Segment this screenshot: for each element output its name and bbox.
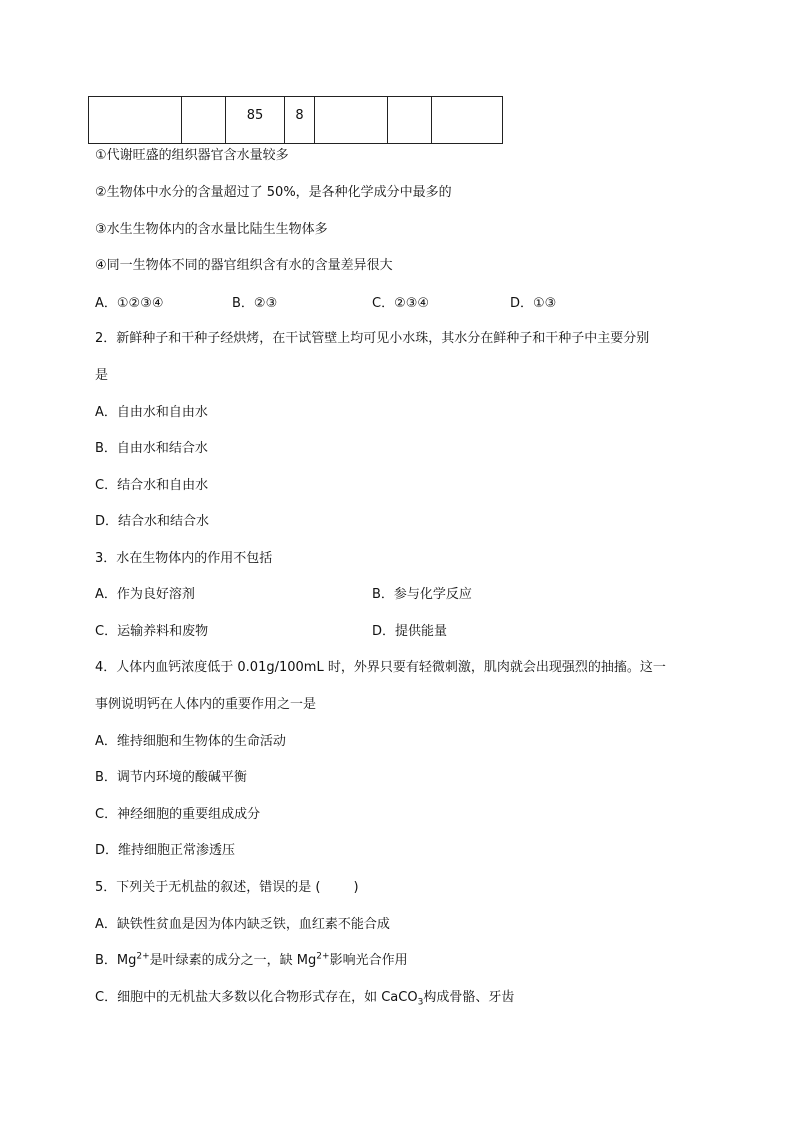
statement-3: ③水生生物体内的含水量比陆生生物体多 — [95, 222, 328, 237]
q4-option-b: B．调节内环境的酸碱平衡 — [95, 770, 247, 785]
data-table — [88, 96, 503, 144]
table-cell: 85 — [226, 97, 285, 144]
table-cell — [388, 97, 432, 144]
statement-1: ①代谢旺盛的组织器官含水量较多 — [95, 148, 289, 163]
q2-option-c: C．结合水和自由水 — [95, 478, 209, 493]
q5-option-c: C．细胞中的无机盐大多数以化合物形式存在，如 CaCO$_3$构成骨骼、牙齿 — [95, 990, 515, 1008]
q5-stem: 5．下列关于无机盐的叙述，错误的是 ( ) — [95, 880, 359, 895]
q3-option-d: D．提供能量 — [372, 624, 448, 639]
q4-stem-line2: 事例说明钙在人体内的重要作用之一是 — [95, 697, 317, 712]
table-row — [89, 97, 503, 144]
statement-2: ②生物体中水分的含量超过了 50%，是各种化学成分中最多的 — [95, 185, 452, 200]
statement-4: ④同一生物体不同的器官组织含有水的含量差异很大 — [95, 258, 393, 273]
table-cell — [182, 97, 226, 144]
q1-option-a: A．①②③④ — [95, 296, 164, 311]
q5-option-a: A．缺铁性贫血是因为体内缺乏铁，血红素不能合成 — [95, 917, 390, 932]
table-cell — [315, 97, 388, 144]
q3-option-b: B．参与化学反应 — [372, 587, 472, 602]
q2-stem-line2: 是 — [95, 368, 109, 383]
table-cell: 8 — [285, 97, 315, 144]
q1-option-d: D．①③ — [510, 296, 557, 311]
q2-stem-line1: 2．新鲜种子和干种子经烘烤，在干试管壁上均可见小水珠，其水分在鲜种子和干种子中主要分别 — [95, 331, 650, 346]
q2-option-b: B．自由水和结合水 — [95, 441, 208, 456]
q3-option-c: C．运输养料和废物 — [95, 624, 209, 639]
q3-stem: 3．水在生物体内的作用不包括 — [95, 551, 273, 566]
q1-option-b: B．②③ — [232, 296, 278, 311]
table-cell — [89, 97, 182, 144]
q4-stem-line1: 4．人体内血钙浓度低于 0.01g/100mL 时，外界只要有轻微刺激，肌肉就会出现强烈的抽搐。这一 — [95, 660, 666, 675]
table-cell — [432, 97, 503, 144]
q2-option-a: A．自由水和自由水 — [95, 405, 208, 420]
q4-option-c: C．神经细胞的重要组成成分 — [95, 807, 261, 822]
q4-option-d: D．维持细胞正常渗透压 — [95, 843, 236, 858]
q4-option-a: A．维持细胞和生物体的生命活动 — [95, 734, 286, 749]
q5-option-b: B．$Mg^{2+}$是叶绿素的成分之一，缺 $Mg^{2+}$影响光合作用 — [95, 951, 408, 968]
q2-option-d: D．结合水和结合水 — [95, 514, 210, 529]
q3-option-a: A．作为良好溶剂 — [95, 587, 195, 602]
q1-option-c: C．②③④ — [372, 296, 430, 311]
